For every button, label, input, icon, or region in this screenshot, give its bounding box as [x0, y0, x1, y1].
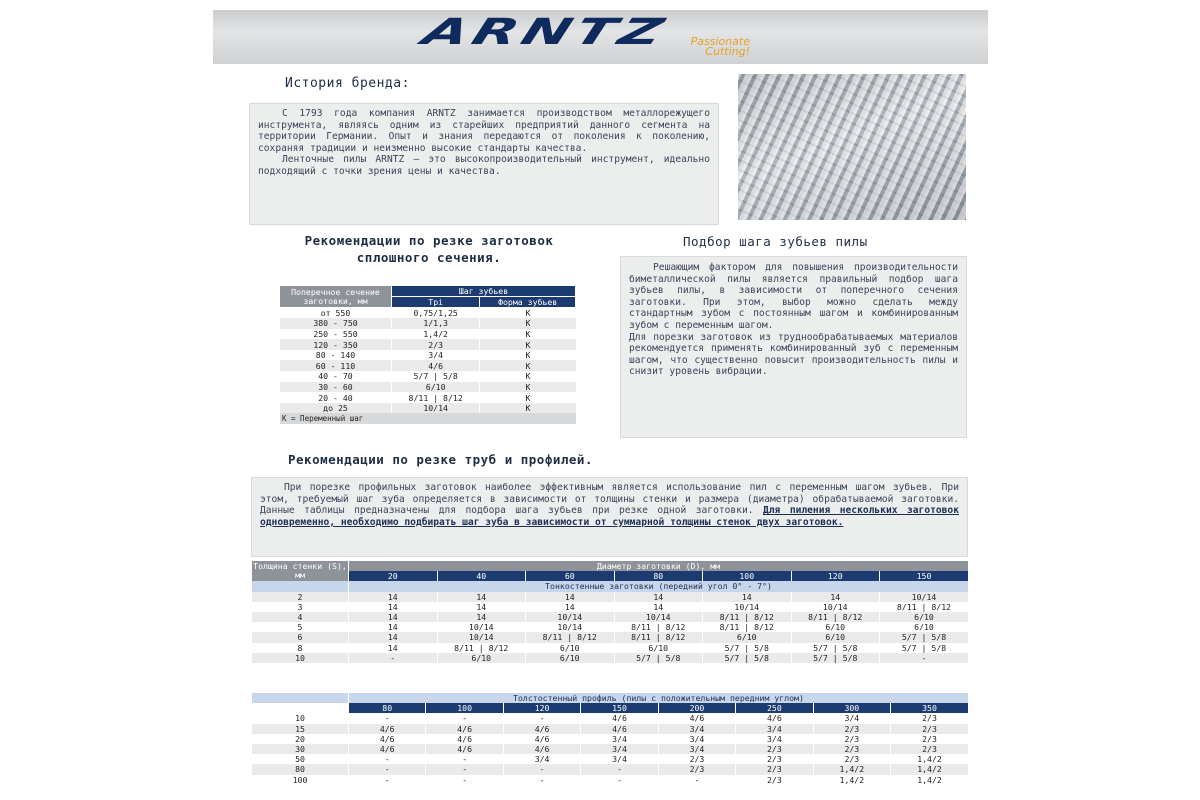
- table-row: [252, 602, 969, 612]
- table-cell: 80: [252, 764, 349, 774]
- diameter-header: 80: [614, 571, 703, 581]
- tubes-text: При порезке профильных заготовок наиболее эффективным является использование пил с переменным шагом зубьев. При этом, требуемый шаг зуба определяется в зависимости от толщины стенки и размера (диаметра) обрабатываемой заготовки. Данные таблицы предназначены для подбора шага зубьев при резке одной заготовки.: [260, 482, 959, 517]
- table-cell: 10/14: [437, 622, 526, 632]
- diameter-header: 40: [437, 571, 526, 581]
- table-cell: 30 - 60: [280, 382, 392, 393]
- table-cell: 2/3: [736, 764, 813, 774]
- table-cell: K: [480, 360, 576, 371]
- table-cell: 2/3: [658, 764, 735, 774]
- table-cell: 14: [614, 592, 703, 602]
- pitch-paragraph-1: Решающим фактором для повышения производительности биметаллической пилы является правильный подбор шага зубьев пилы, в зависимости от поперечного сечения заготовки. При этом, выбор можно сделать между стандартным зубом с постоянным шагом и комбинированным зубом с переменным шагом.: [629, 262, 958, 331]
- table-cell: 4/6: [581, 713, 658, 723]
- table-cell: 2/3: [813, 734, 890, 744]
- table-footnote: K = Переменный шаг: [280, 413, 576, 424]
- table-row: [280, 350, 576, 361]
- table-cell: 2/3: [736, 744, 813, 754]
- table-cell: 6/10: [703, 632, 792, 642]
- table-row: [252, 754, 969, 764]
- table-cell: 380 - 750: [280, 318, 392, 329]
- table-row: [252, 592, 969, 602]
- thick-table-body: [252, 713, 969, 784]
- table-cell: 4/6: [658, 713, 735, 723]
- thin-table-body: [252, 592, 969, 663]
- table-row: [280, 392, 576, 403]
- table-cell: 6/10: [791, 622, 880, 632]
- table-cell: K: [480, 329, 576, 340]
- table-cell: 3/4: [736, 724, 813, 734]
- solid-table-body: [280, 308, 576, 425]
- table-cell: 2/3: [891, 724, 968, 734]
- col-wall-thickness: Толщина стенки (S), мм: [253, 561, 347, 581]
- table-cell: -: [349, 713, 426, 723]
- solid-title: [279, 232, 579, 266]
- table-cell: 4/6: [349, 724, 426, 734]
- table-row: [280, 339, 576, 350]
- col-diameter: Диаметр заготовки (D), мм: [349, 561, 969, 571]
- col-cross-section: Поперечное сечение заготовки, мм: [280, 286, 392, 308]
- pitch-text-box: [620, 256, 967, 438]
- table-cell: 8: [252, 643, 349, 653]
- table-cell: 20: [252, 734, 349, 744]
- table-cell: 1,4/2: [891, 754, 968, 764]
- table-row: [252, 775, 969, 785]
- table-cell: K: [480, 350, 576, 361]
- table-cell: 14: [349, 632, 438, 642]
- table-cell: до 25: [280, 403, 392, 414]
- table-cell: 6/10: [392, 382, 480, 393]
- diameter-header: 120: [503, 703, 580, 713]
- thin-section-title: Тонкостенные заготовки (передний угол 0° - 7°): [349, 581, 969, 591]
- table-cell: 4/6: [349, 734, 426, 744]
- table-cell: -: [503, 764, 580, 774]
- table-cell: 1,4/2: [813, 764, 890, 774]
- table-cell: 1,4/2: [891, 764, 968, 774]
- table-cell: 5: [252, 622, 349, 632]
- table-row: [252, 643, 969, 653]
- tubes-text-box: [251, 477, 968, 557]
- table-cell: 5/7 | 5/8: [703, 643, 792, 653]
- table-cell: 14: [526, 602, 615, 612]
- table-cell: 2/3: [813, 744, 890, 754]
- catalog-page: [213, 10, 988, 800]
- table-cell: 10/14: [526, 612, 615, 622]
- diameter-header: 80: [349, 703, 426, 713]
- table-cell: 14: [614, 602, 703, 612]
- table-cell: 10/14: [703, 602, 792, 612]
- table-cell: 20 - 40: [280, 392, 392, 403]
- solid-title-line-1: Рекомендации по резке заготовок: [304, 233, 554, 248]
- table-row: [252, 653, 969, 663]
- table-cell: 14: [349, 612, 438, 622]
- thick-section-title: Толстостенный профиль (пилы с положительным передним углом): [349, 693, 969, 703]
- table-row: [252, 744, 969, 754]
- table-row: [280, 308, 576, 319]
- table-cell: 250 - 550: [280, 329, 392, 340]
- table-cell: -: [880, 653, 969, 663]
- solid-section-table: [279, 285, 576, 424]
- table-cell: 4: [252, 612, 349, 622]
- pitch-title: Подбор шага зубьев пилы: [683, 234, 868, 249]
- history-paragraph-2: Ленточные пилы ARNTZ — это высокопроизводительный инструмент, идеально подходящий с точки зрения цены и качества.: [258, 154, 710, 177]
- table-cell: 2/3: [891, 744, 968, 754]
- table-cell: 1,4/2: [813, 775, 890, 785]
- table-cell: 4/6: [426, 724, 503, 734]
- table-cell: 10: [252, 713, 349, 723]
- table-row: [280, 360, 576, 371]
- table-cell: 5/7 | 5/8: [791, 653, 880, 663]
- table-row: [252, 612, 969, 622]
- table-row: [280, 382, 576, 393]
- table-cell: -: [426, 713, 503, 723]
- table-cell: 14: [526, 592, 615, 602]
- pitch-paragraph-2: Для порезки заготовок из труднообрабатываемых материалов рекомендуется применять комбинированный зуб с переменным шагом, что существенно повысит производительность пилы и снизит уровень вибрации.: [629, 331, 958, 378]
- table-cell: 6/10: [614, 643, 703, 653]
- table-cell: 10/14: [791, 602, 880, 612]
- table-cell: 40 - 70: [280, 371, 392, 382]
- history-text-box: [249, 103, 719, 225]
- table-cell: 5/7 | 5/8: [703, 653, 792, 663]
- table-cell: 8/11 | 8/12: [437, 643, 526, 653]
- table-cell: 4/6: [503, 724, 580, 734]
- table-cell: 10/14: [880, 592, 969, 602]
- table-cell: 4/6: [581, 724, 658, 734]
- table-row: [280, 371, 576, 382]
- table-cell: -: [503, 713, 580, 723]
- table-row: [280, 318, 576, 329]
- table-cell: 14: [349, 643, 438, 653]
- brand-slogan: [670, 37, 750, 57]
- table-cell: 60 - 110: [280, 360, 392, 371]
- table-cell: 8/11 | 8/12: [392, 392, 480, 403]
- table-cell: 14: [437, 602, 526, 612]
- diameter-header: 120: [791, 571, 880, 581]
- tubes-text-emphasis: Для пиления нескольких заготовок одновременно, необходимо подбирать шаг зуба в зависимости от суммарной толщины стенок двух заготовок.: [260, 505, 959, 528]
- table-row: [280, 403, 576, 414]
- slogan-line-2: Cutting!: [705, 45, 750, 58]
- table-cell: 10: [252, 653, 349, 663]
- table-cell: от 550: [280, 308, 392, 319]
- history-title: История бренда:: [285, 76, 410, 91]
- table-cell: 120 - 350: [280, 339, 392, 350]
- table-cell: 100: [252, 775, 349, 785]
- table-cell: 14: [437, 592, 526, 602]
- table-cell: 14: [703, 592, 792, 602]
- col-tooth-form: Форма зубьев: [480, 297, 576, 308]
- diameter-header: 350: [891, 703, 968, 713]
- table-cell: 10/14: [392, 403, 480, 414]
- diameter-header-row: [252, 571, 969, 581]
- table-cell: K: [480, 318, 576, 329]
- table-cell: 0,75/1,25: [392, 308, 480, 319]
- table-cell: 80 - 140: [280, 350, 392, 361]
- table-cell: 6/10: [880, 612, 969, 622]
- diameter-header: 60: [526, 571, 615, 581]
- slogan-line-1: Passionate: [690, 35, 750, 48]
- history-paragraph-1: С 1793 года компания ARNTZ занимается производством металлорежущего инструмента, являясь одним из старейших предприятий данного сегмента на территории Германии. Опыт и знания передаются от поколения к поколению, сохраняя традиции и неизменно высокие стандарты качества.: [258, 108, 710, 154]
- table-cell: 8/11 | 8/12: [703, 622, 792, 632]
- table-cell: 3/4: [392, 350, 480, 361]
- table-cell: 30: [252, 744, 349, 754]
- table-cell: 3/4: [658, 734, 735, 744]
- table-cell: 3/4: [658, 724, 735, 734]
- table-cell: 3/4: [503, 754, 580, 764]
- table-cell: -: [658, 775, 735, 785]
- table-cell: 2/3: [891, 734, 968, 744]
- table-cell: K: [480, 308, 576, 319]
- table-cell: 2/3: [736, 754, 813, 764]
- table-cell: 4/6: [503, 734, 580, 744]
- table-cell: 6/10: [791, 632, 880, 642]
- table-cell: 4/6: [426, 734, 503, 744]
- table-cell: 5/7 | 5/8: [791, 643, 880, 653]
- table-cell: -: [581, 775, 658, 785]
- table-cell: 6/10: [437, 653, 526, 663]
- table-cell: -: [426, 775, 503, 785]
- table-cell: 4/6: [392, 360, 480, 371]
- table-cell: 2/3: [891, 713, 968, 723]
- solid-title-line-2: сплошного сечения.: [356, 250, 502, 265]
- table-cell: -: [503, 775, 580, 785]
- table-cell: -: [426, 764, 503, 774]
- table-cell: 10/14: [614, 612, 703, 622]
- table-cell: 6: [252, 632, 349, 642]
- table-cell: 14: [349, 602, 438, 612]
- tubes-paragraph: [260, 482, 959, 528]
- thick-wall-table: [251, 693, 968, 785]
- table-cell: 10/14: [437, 632, 526, 642]
- table-cell: 4/6: [503, 744, 580, 754]
- table-cell: 4/6: [426, 744, 503, 754]
- table-cell: 8/11 | 8/12: [526, 632, 615, 642]
- table-cell: 6/10: [526, 653, 615, 663]
- table-row: [252, 632, 969, 642]
- table-cell: 3/4: [581, 744, 658, 754]
- table-row: [252, 734, 969, 744]
- diameter-header: 100: [426, 703, 503, 713]
- table-cell: 5/7 | 5/8: [614, 653, 703, 663]
- table-cell: -: [349, 653, 438, 663]
- table-cell: 8/11 | 8/12: [880, 602, 969, 612]
- table-cell: 2/3: [392, 339, 480, 350]
- table-cell: K: [480, 392, 576, 403]
- table-cell: 4/6: [349, 744, 426, 754]
- table-cell: 8/11 | 8/12: [614, 632, 703, 642]
- diameter-header: 300: [813, 703, 890, 713]
- table-cell: 5/7 | 5/8: [880, 643, 969, 653]
- table-cell: -: [349, 775, 426, 785]
- table-cell: 2/3: [813, 724, 890, 734]
- table-cell: 14: [349, 622, 438, 632]
- table-cell: 1/1,3: [392, 318, 480, 329]
- table-cell: 3/4: [813, 713, 890, 723]
- table-cell: 3/4: [581, 734, 658, 744]
- diameter-header: 250: [736, 703, 813, 713]
- thin-wall-table: [251, 561, 968, 663]
- table-cell: 6/10: [880, 622, 969, 632]
- table-cell: 50: [252, 754, 349, 764]
- table-cell: 8/11 | 8/12: [791, 612, 880, 622]
- table-cell: 6/10: [526, 643, 615, 653]
- brand-banner: [213, 10, 988, 64]
- table-cell: -: [349, 754, 426, 764]
- table-cell: 2/3: [736, 775, 813, 785]
- table-cell: 14: [349, 592, 438, 602]
- saw-blade-photo: [738, 74, 966, 220]
- table-cell: K: [480, 403, 576, 414]
- table-cell: 1,4/2: [392, 329, 480, 340]
- table-row: [252, 622, 969, 632]
- table-cell: -: [349, 764, 426, 774]
- table-row: [252, 764, 969, 774]
- table-cell: 4/6: [736, 713, 813, 723]
- diameter-header: 200: [658, 703, 735, 713]
- diameter-header: 150: [581, 703, 658, 713]
- table-cell: K: [480, 339, 576, 350]
- blank-header-cell: [252, 703, 349, 713]
- table-cell: K: [480, 382, 576, 393]
- table-cell: 14: [437, 612, 526, 622]
- table-cell: 2/3: [813, 754, 890, 764]
- table-cell: -: [581, 764, 658, 774]
- arntz-logo: ARNTZ: [417, 12, 674, 53]
- table-cell: 5/7 | 5/8: [880, 632, 969, 642]
- table-cell: 3: [252, 602, 349, 612]
- col-pitch-group: Шаг зубьев: [392, 286, 576, 297]
- table-cell: 10/14: [526, 622, 615, 632]
- diameter-header: 150: [880, 571, 969, 581]
- tubes-title: Рекомендации по резке труб и профилей.: [288, 452, 593, 467]
- table-cell: 3/4: [581, 754, 658, 764]
- table-cell: 2: [252, 592, 349, 602]
- table-cell: 15: [252, 724, 349, 734]
- table-row: [252, 713, 969, 723]
- table-row: [280, 329, 576, 340]
- diameter-header: 100: [703, 571, 792, 581]
- table-row: [252, 724, 969, 734]
- table-cell: 2/3: [658, 754, 735, 764]
- table-cell: K: [480, 371, 576, 382]
- table-cell: 14: [791, 592, 880, 602]
- thick-diameter-header-row: [252, 703, 969, 713]
- table-cell: 1,4/2: [891, 775, 968, 785]
- col-tpi: Tpi: [392, 297, 480, 308]
- table-cell: 8/11 | 8/12: [703, 612, 792, 622]
- table-cell: 8/11 | 8/12: [614, 622, 703, 632]
- table-cell: 3/4: [736, 734, 813, 744]
- table-footnote-row: [280, 413, 576, 424]
- table-cell: -: [426, 754, 503, 764]
- table-cell: 5/7 | 5/8: [392, 371, 480, 382]
- table-cell: 3/4: [658, 744, 735, 754]
- diameter-header: 20: [349, 571, 438, 581]
